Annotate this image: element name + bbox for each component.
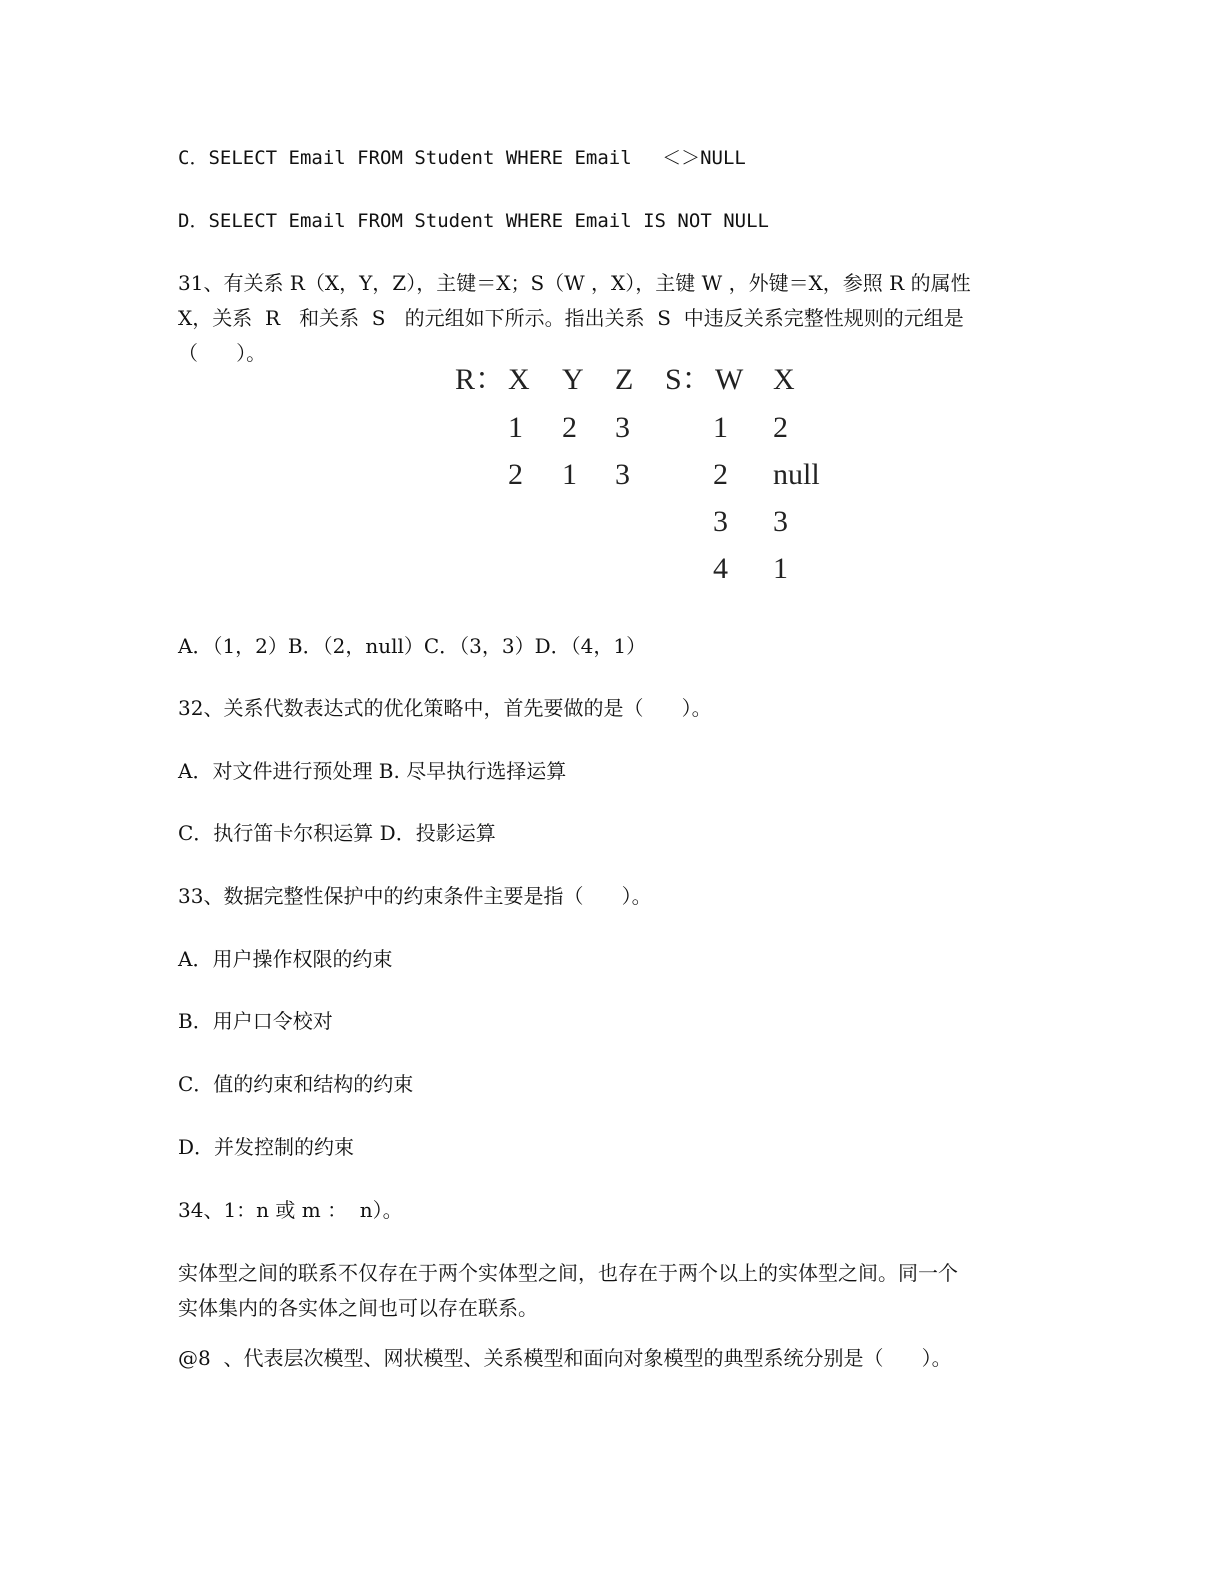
question-34: 34、1：n 或 m ： n）。 (178, 1198, 403, 1222)
question-32-options-ab: A．对文件进行预处理 B. 尽早执行选择运算 (178, 759, 567, 783)
question-31-line-3: （ ）。 (178, 341, 267, 365)
s-cell: 2 (773, 411, 788, 444)
relation-r-label: R： (455, 363, 506, 396)
question-33-option-a: A．用户操作权限的约束 (178, 947, 393, 971)
r-cell: 2 (508, 458, 523, 491)
question-32: 32、关系代数表达式的优化策略中，首先要做的是（ ）。 (178, 696, 712, 720)
r-header-z: Z (615, 363, 634, 396)
option-d-sql: D．SELECT Email FROM Student WHERE Email IS NOT NULL (178, 210, 769, 232)
s-cell: 3 (773, 505, 788, 538)
r-cell: 1 (562, 458, 577, 491)
s-cell: 4 (713, 552, 728, 585)
question-31-line-1: 31、有关系 R（X，Y，Z），主键＝X；S（W ，X），主键 W ，外键＝X，参照 R 的属性 (178, 271, 971, 295)
r-cell: 2 (562, 411, 577, 444)
option-c-sql: C．SELECT Email FROM Student WHERE Email ＜＞NULL (178, 147, 746, 169)
question-33-option-c: C．值的约束和结构的约束 (178, 1072, 414, 1096)
question-33-option-d: D．并发控制的约束 (178, 1135, 355, 1159)
r-cell: 3 (615, 411, 630, 444)
relation-s-label: S： (665, 363, 712, 396)
s-cell: null (773, 458, 820, 491)
question-33-option-b: B．用户口令校对 (178, 1009, 333, 1033)
s-header-x: X (773, 363, 795, 396)
s-cell: 2 (713, 458, 728, 491)
s-header-w: W (715, 363, 744, 396)
r-header-x: X (508, 363, 530, 396)
paragraph-line-2: 实体集内的各实体之间也可以存在联系。 (178, 1296, 538, 1320)
s-cell: 3 (713, 505, 728, 538)
question-33: 33、数据完整性保护中的约束条件主要是指（ ）。 (178, 884, 652, 908)
r-cell: 3 (615, 458, 630, 491)
question-at8: @8 、代表层次模型、网状模型、关系模型和面向对象模型的典型系统分别是（ ）。 (178, 1346, 952, 1370)
question-32-options-cd: C．执行笛卡尔积运算 D．投影运算 (178, 821, 496, 845)
relation-tuples-figure (450, 360, 850, 600)
question-31-options: A．（1，2）B．（2，null）C．（3，3）D．（4，1） (178, 634, 647, 658)
s-cell: 1 (773, 552, 788, 585)
paragraph-line-1: 实体型之间的联系不仅存在于两个实体型之间，也存在于两个以上的实体型之间。同一个 (178, 1261, 958, 1285)
s-cell: 1 (713, 411, 728, 444)
question-31-line-2: X，关系 R 和关系 S 的元组如下所示。指出关系 S 中违反关系完整性规则的元组是 (178, 306, 964, 330)
r-header-y: Y (562, 363, 584, 396)
r-cell: 1 (508, 411, 523, 444)
